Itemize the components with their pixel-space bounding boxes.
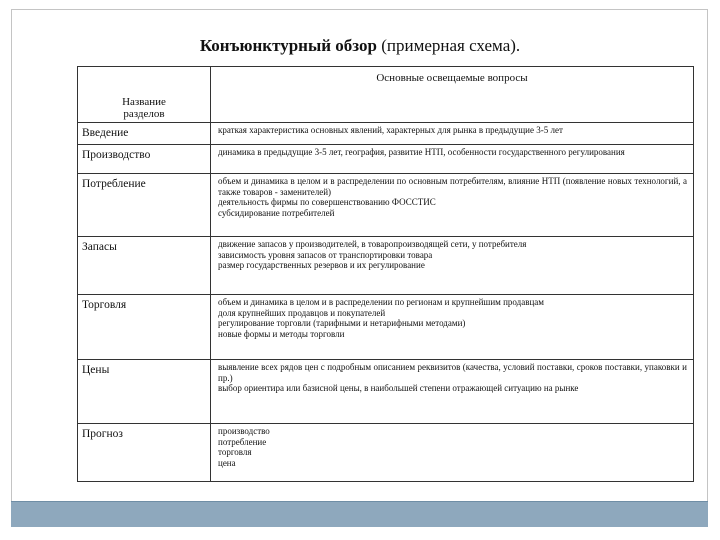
overview-table — [77, 66, 694, 482]
question-line: движение запасов у производителей, в товаропроизводящей сети, у потребителя — [218, 239, 527, 249]
overview-table-container — [77, 66, 693, 482]
title-rest: (примерная схема). — [376, 36, 521, 55]
question-line: выявление всех рядов цен с подробным описанием реквизитов (качества, условий поставки, сроков поставки, упаковки и пр.) — [218, 362, 687, 383]
question-line: объем и динамика в целом и в распределении по регионам и крупнейшим продавцам — [218, 297, 544, 307]
question-line: цена — [218, 457, 236, 468]
section-name: Прогноз — [78, 424, 211, 482]
question-line: доля крупнейших продавцов и покупателей — [218, 307, 386, 318]
question-line: динамика в предыдущие 3-5 лет, география, развитие НТП, особенности государственного регулирования — [218, 147, 625, 157]
section-name: Торговля — [78, 295, 211, 360]
question-line: краткая характеристика основных явлений, характерных для рынка в предыдущие 3-5 лет — [218, 125, 563, 135]
header-main-questions: Основные освещаемые вопросы — [211, 67, 694, 123]
section-name: Потребление — [78, 174, 211, 237]
table-row — [78, 174, 694, 237]
question-line: субсидирование потребителей — [218, 207, 335, 218]
title-bold: Конъюнктурный обзор — [199, 36, 377, 55]
question-line: деятельность фирмы по совершенствованию ФОССТИС — [218, 197, 436, 208]
question-line: торговля — [218, 447, 252, 458]
table-row — [78, 123, 694, 145]
footer-bar-line — [11, 501, 708, 502]
header-section-names — [78, 67, 211, 123]
question-line: зависимость уровня запасов от транспортировки товара — [218, 249, 433, 260]
section-questions — [211, 360, 694, 424]
table-row — [78, 145, 694, 174]
question-line: объем и динамика в целом и в распределении по основным потребителям, влияние НТП (появление новых технологий, а также товаров - заменителей) — [218, 176, 687, 197]
page-title — [0, 36, 720, 56]
section-name: Производство — [78, 145, 211, 174]
section-questions — [211, 424, 694, 482]
section-name: Введение — [78, 123, 211, 145]
header-left-line: Название — [122, 96, 166, 108]
section-questions — [211, 145, 694, 174]
section-name: Запасы — [78, 237, 211, 295]
section-questions — [211, 295, 694, 360]
question-line: производство — [218, 426, 270, 436]
question-line: регулирование торговли (тарифными и нетарифными методами) — [218, 318, 466, 329]
question-line: потребление — [218, 436, 267, 447]
section-questions — [211, 123, 694, 145]
question-line: выбор ориентира или базисной цены, в наибольшей степени отражающей ситуацию на рынке — [218, 383, 579, 394]
section-questions — [211, 237, 694, 295]
table-header-row — [78, 67, 694, 123]
question-line: размер государственных резервов и их регулирование — [218, 260, 425, 271]
table-row — [78, 295, 694, 360]
question-line: новые формы и методы торговли — [218, 328, 345, 339]
table-row — [78, 424, 694, 482]
header-left-line: разделов — [123, 108, 165, 120]
section-questions — [211, 174, 694, 237]
table-row — [78, 237, 694, 295]
section-name: Цены — [78, 360, 211, 424]
table-row — [78, 360, 694, 424]
footer-bar — [11, 501, 708, 527]
